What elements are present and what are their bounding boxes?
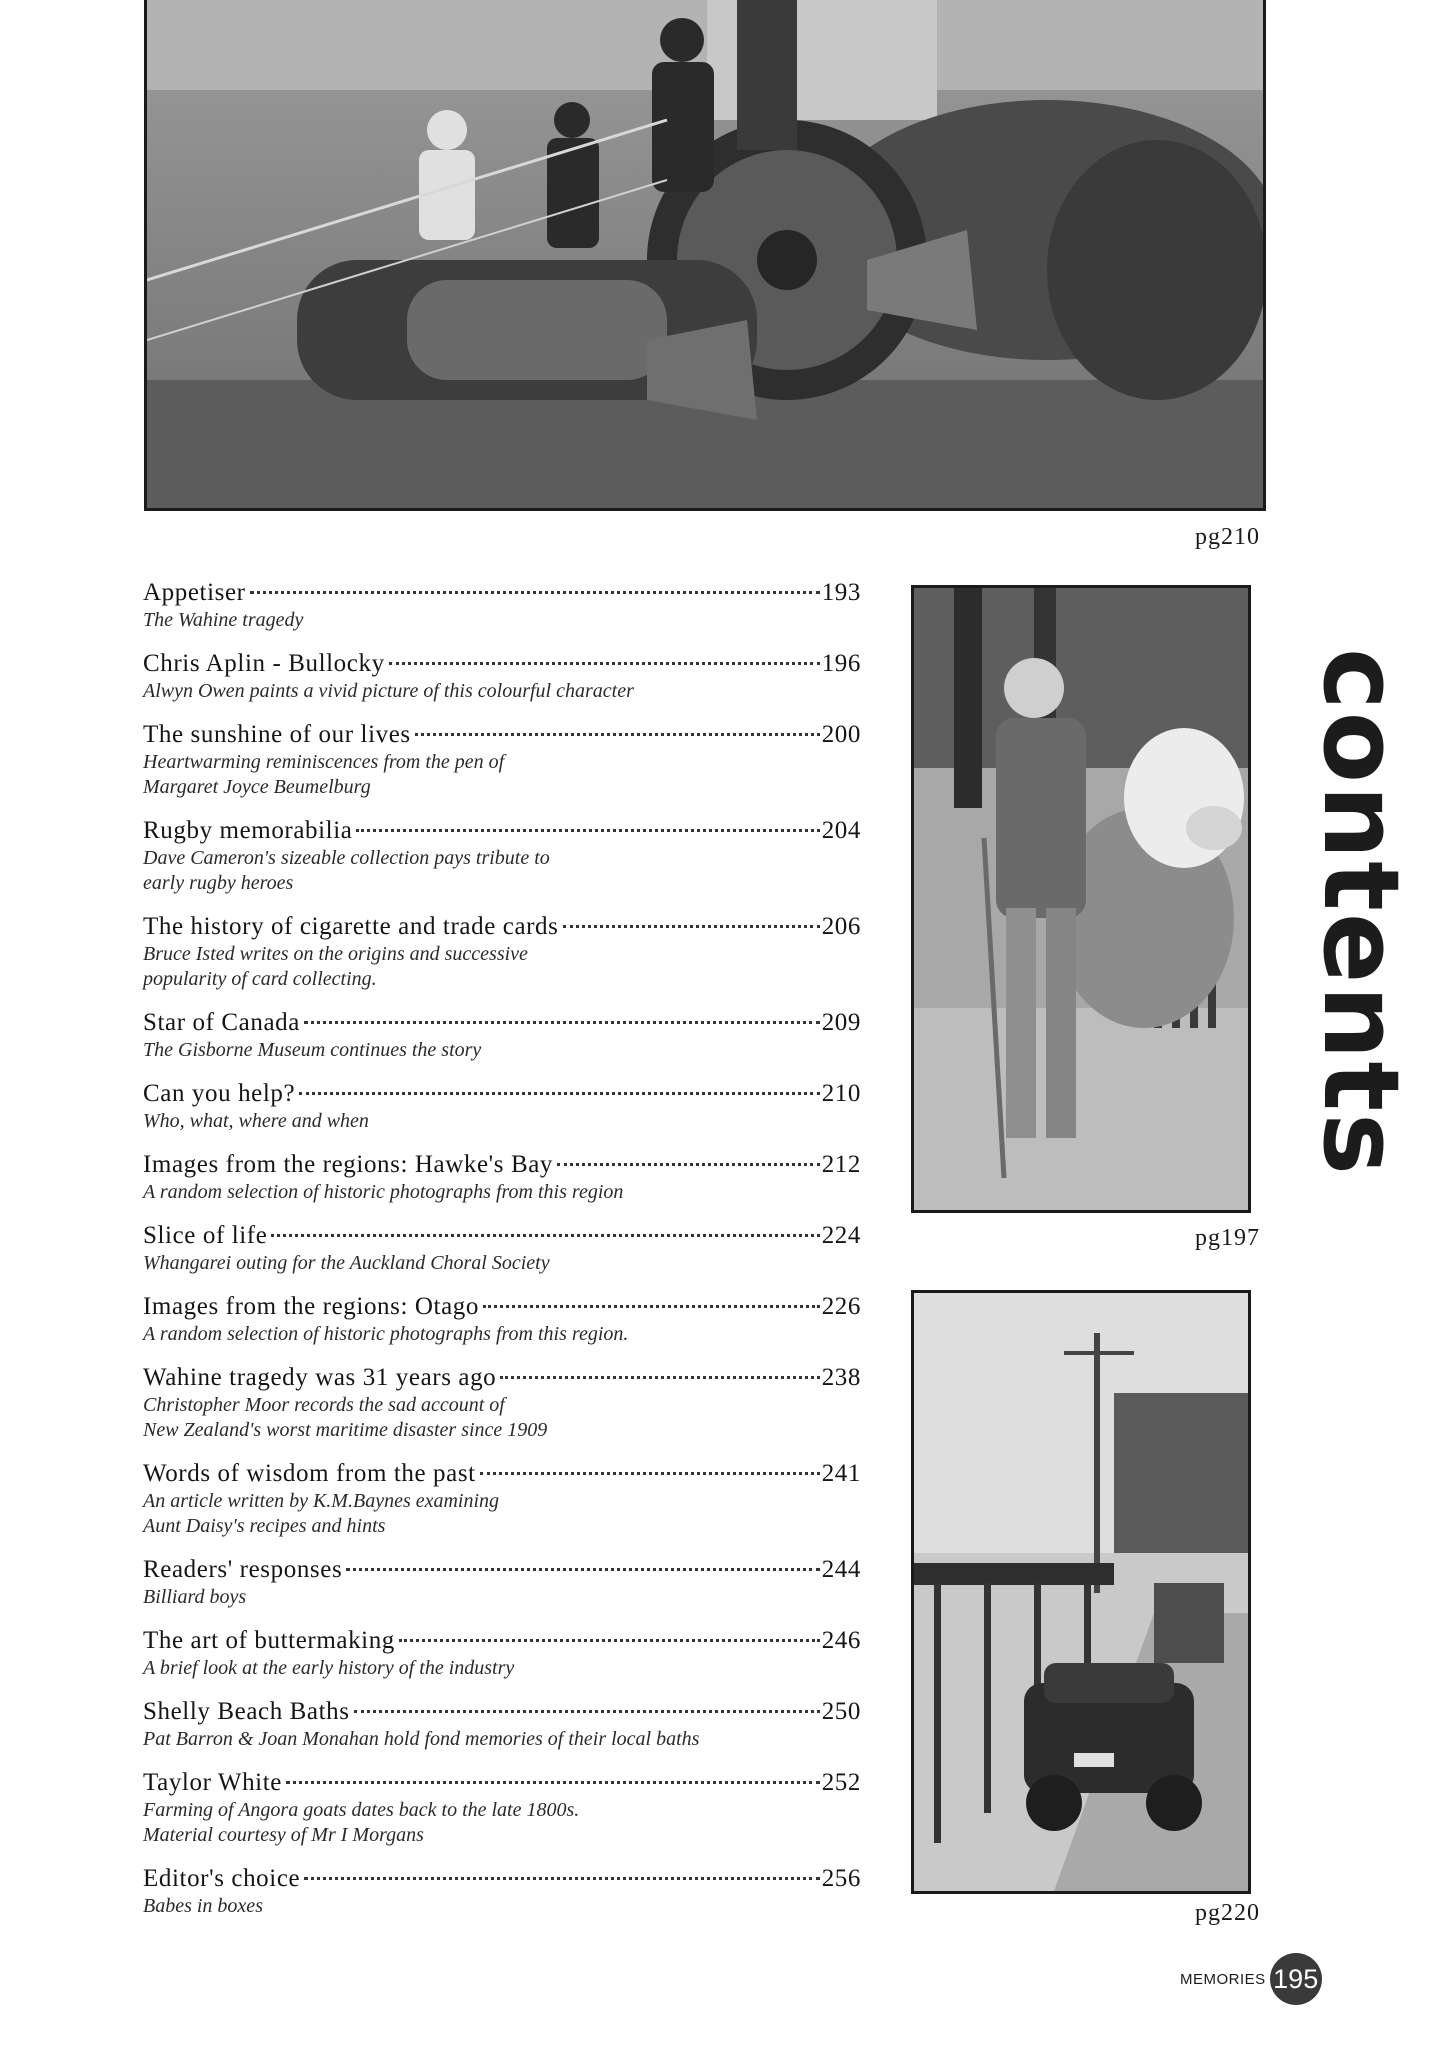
toc-entry-line xyxy=(143,1008,861,1038)
toc-entry xyxy=(143,1697,861,1752)
toc-dot-leader xyxy=(389,662,820,665)
toc-entry-description: Billiard boys xyxy=(143,1586,247,1608)
toc-dot-leader xyxy=(271,1234,819,1237)
toc-entry xyxy=(143,1292,861,1347)
toc-entry-page: 212 xyxy=(821,1151,861,1178)
toc-entry-line xyxy=(143,578,861,608)
toc-entry-description: The Wahine tragedy xyxy=(143,609,304,631)
toc-dot-leader xyxy=(356,829,819,832)
toc-entry-page: 238 xyxy=(821,1364,861,1391)
toc-entry xyxy=(143,578,861,633)
toc-entry xyxy=(143,1008,861,1063)
toc-entry-page: 226 xyxy=(821,1293,861,1320)
toc-entry xyxy=(143,912,861,992)
toc-entry xyxy=(143,1864,861,1919)
toc-entry xyxy=(143,1363,861,1443)
toc-entry-line xyxy=(143,1150,861,1180)
toc-dot-leader xyxy=(399,1639,820,1642)
toc-entry-title: The art of buttermaking xyxy=(143,1627,395,1654)
toc-entry-description: Pat Barron & Joan Monahan hold fond memories of their local baths xyxy=(143,1728,700,1750)
toc-entry xyxy=(143,720,861,800)
photo-caption-bottom: pg220 xyxy=(1195,1900,1260,1926)
toc-entry xyxy=(143,649,861,704)
toc-entry-line xyxy=(143,1864,861,1894)
toc-entry-line xyxy=(143,1363,861,1393)
toc-entry-title: Taylor White xyxy=(143,1769,282,1796)
toc-entry-title: Can you help? xyxy=(143,1080,296,1107)
toc-dot-leader xyxy=(346,1568,819,1571)
toc-entry-line xyxy=(143,912,861,942)
toc-entry-page: 252 xyxy=(821,1769,861,1796)
toc-entry-line xyxy=(143,720,861,750)
toc-entry-page: 193 xyxy=(821,579,861,606)
toc-entry-page: 206 xyxy=(821,913,861,940)
toc-entry-line xyxy=(143,1221,861,1251)
photo-caption-mid: pg197 xyxy=(1195,1225,1260,1251)
toc-entry-description: An article written by K.M.Baynes examining Aunt Daisy's recipes and hints xyxy=(143,1490,500,1537)
toc-dot-leader xyxy=(500,1376,819,1379)
toc-entry-page: 224 xyxy=(821,1222,861,1249)
magazine-name: MEMORIES xyxy=(1180,1970,1266,1988)
toc-entry-description: Heartwarming reminiscences from the pen of Margaret Joyce Beumelburg xyxy=(143,751,505,798)
toc-entry-page: 250 xyxy=(821,1698,861,1725)
toc-entry-description: Whangarei outing for the Auckland Choral Society xyxy=(143,1252,550,1274)
photo-man-with-cow-image xyxy=(914,588,1248,1210)
toc-entry-title: Chris Aplin - Bullocky xyxy=(143,650,385,677)
toc-dot-leader xyxy=(354,1710,820,1713)
toc-entry xyxy=(143,1150,861,1205)
photo-man-with-cow xyxy=(911,585,1251,1213)
toc-entry-page: 244 xyxy=(821,1556,861,1583)
toc-entry-page: 204 xyxy=(821,817,861,844)
toc-entry xyxy=(143,816,861,896)
photo-vintage-street-image xyxy=(914,1293,1248,1891)
photo-steam-winch xyxy=(144,0,1266,511)
toc-entry-title: The sunshine of our lives xyxy=(143,721,411,748)
toc-entry-line xyxy=(143,1292,861,1322)
toc-entry-title: The history of cigarette and trade cards xyxy=(143,913,559,940)
toc-dot-leader xyxy=(480,1472,820,1475)
toc-entry-description: A random selection of historic photographs from this region xyxy=(143,1181,624,1203)
toc-entry-description: Farming of Angora goats dates back to the late 1800s. Material courtesy of Mr I Morgans xyxy=(143,1799,580,1846)
toc-entry xyxy=(143,1221,861,1276)
toc-entry xyxy=(143,1555,861,1610)
toc-entry-description: Christopher Moor records the sad account of New Zealand's worst maritime disaster since 1909 xyxy=(143,1394,548,1441)
toc-entry-page: 256 xyxy=(821,1865,861,1892)
toc-entry-page: 246 xyxy=(821,1627,861,1654)
toc-dot-leader xyxy=(563,925,820,928)
toc-dot-leader xyxy=(299,1092,819,1095)
toc-entry-title: Readers' responses xyxy=(143,1556,343,1583)
toc-entry-title: Words of wisdom from the past xyxy=(143,1460,476,1487)
toc-entry-line xyxy=(143,649,861,679)
toc-entry-line xyxy=(143,1697,861,1727)
toc-entry-line xyxy=(143,1768,861,1798)
toc-entry-title: Star of Canada xyxy=(143,1009,300,1036)
toc-entry-page: 200 xyxy=(821,721,861,748)
toc-dot-leader xyxy=(250,591,820,594)
toc-entry-description: Babes in boxes xyxy=(143,1895,263,1917)
toc-entry-title: Appetiser xyxy=(143,579,246,606)
toc-entry-description: A brief look at the early history of the industry xyxy=(143,1657,515,1679)
toc-entry xyxy=(143,1768,861,1848)
toc-entry-title: Rugby memorabilia xyxy=(143,817,353,844)
toc-entry-line xyxy=(143,816,861,846)
toc-dot-leader xyxy=(286,1781,820,1784)
toc-entry-title: Images from the regions: Hawke's Bay xyxy=(143,1151,554,1178)
toc-entry-line xyxy=(143,1555,861,1585)
toc-entry-title: Shelly Beach Baths xyxy=(143,1698,350,1725)
toc-entry-title: Wahine tragedy was 31 years ago xyxy=(143,1364,497,1391)
toc-entry-title: Images from the regions: Otago xyxy=(143,1293,479,1320)
toc-dot-leader xyxy=(304,1877,819,1880)
toc-entry-title: Editor's choice xyxy=(143,1865,301,1892)
page-number-badge: 195 xyxy=(1270,1953,1322,2005)
toc-entry-page: 196 xyxy=(821,650,861,677)
toc-entry-line xyxy=(143,1079,861,1109)
toc-entry xyxy=(143,1626,861,1681)
toc-entry-description: The Gisborne Museum continues the story xyxy=(143,1039,482,1061)
toc-entry-description: Bruce Isted writes on the origins and successive popularity of card collecting. xyxy=(143,943,528,990)
toc-dot-leader xyxy=(415,733,820,736)
photo-steam-winch-image xyxy=(147,0,1263,508)
toc-entry xyxy=(143,1079,861,1134)
toc-entry-description: Who, what, where and when xyxy=(143,1110,369,1132)
toc-entry xyxy=(143,1459,861,1539)
toc-dot-leader xyxy=(557,1163,820,1166)
photo-vintage-street xyxy=(911,1290,1251,1894)
page-title: contents xyxy=(1300,648,1422,1178)
toc-dot-leader xyxy=(483,1305,820,1308)
toc-entry-page: 241 xyxy=(821,1460,861,1487)
photo-caption-top: pg210 xyxy=(1195,524,1260,550)
toc-entry-description: Dave Cameron's sizeable collection pays tribute to early rugby heroes xyxy=(143,847,550,894)
toc-entry-description: Alwyn Owen paints a vivid picture of this colourful character xyxy=(143,680,634,702)
toc-entry-description: A random selection of historic photographs from this region. xyxy=(143,1323,629,1345)
toc-dot-leader xyxy=(304,1021,820,1024)
toc-entry-line xyxy=(143,1459,861,1489)
toc-entry-page: 210 xyxy=(821,1080,861,1107)
table-of-contents xyxy=(143,578,861,1935)
toc-entry-title: Slice of life xyxy=(143,1222,268,1249)
toc-entry-line xyxy=(143,1626,861,1656)
toc-entry-page: 209 xyxy=(821,1009,861,1036)
page-footer xyxy=(1180,1954,1322,2004)
